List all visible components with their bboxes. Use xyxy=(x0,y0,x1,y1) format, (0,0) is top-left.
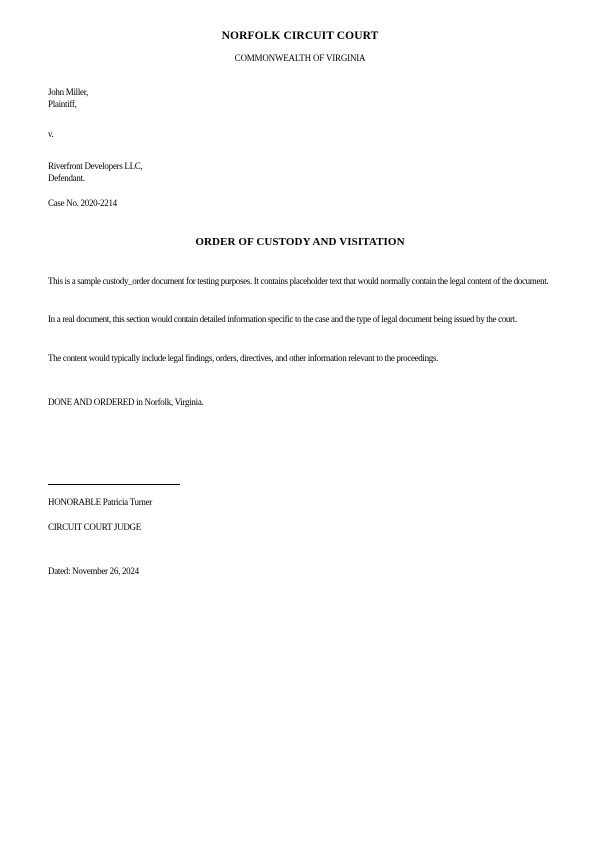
plaintiff-name: John Miller, xyxy=(48,87,89,97)
defendant-name: Riverfront Developers LLC, xyxy=(48,161,143,171)
jurisdiction-line: COMMONWEALTH OF VIRGINIA xyxy=(234,53,366,63)
dated-line: Dated: November 26, 2024 xyxy=(48,566,139,576)
body-paragraph-3: The content would typically include legal findings, orders, directives, and other information relevant to the proceedings. xyxy=(48,353,438,363)
order-title: ORDER OF CUSTODY AND VISITATION xyxy=(195,236,405,248)
court-name: NORFOLK CIRCUIT COURT xyxy=(221,30,379,42)
plaintiff-role: Plaintiff, xyxy=(48,99,77,109)
defendant-role: Defendant. xyxy=(48,173,85,183)
body-paragraph-2: In a real document, this section would contain detailed information specific to the case and the type of legal document being issued by the court. xyxy=(48,314,517,324)
judge-title: CIRCUIT COURT JUDGE xyxy=(48,522,141,532)
versus-label: v. xyxy=(48,129,54,139)
signature-line xyxy=(48,484,180,485)
body-paragraph-1: This is a sample custody_order document for testing purposes. It contains placeholder text that would normally contain the legal content of the document. xyxy=(48,276,549,286)
judge-name: HONORABLE Patricia Turner xyxy=(48,497,152,507)
done-and-ordered: DONE AND ORDERED in Norfolk, Virginia. xyxy=(48,397,204,407)
case-number: Case No. 2020-2214 xyxy=(48,198,117,208)
